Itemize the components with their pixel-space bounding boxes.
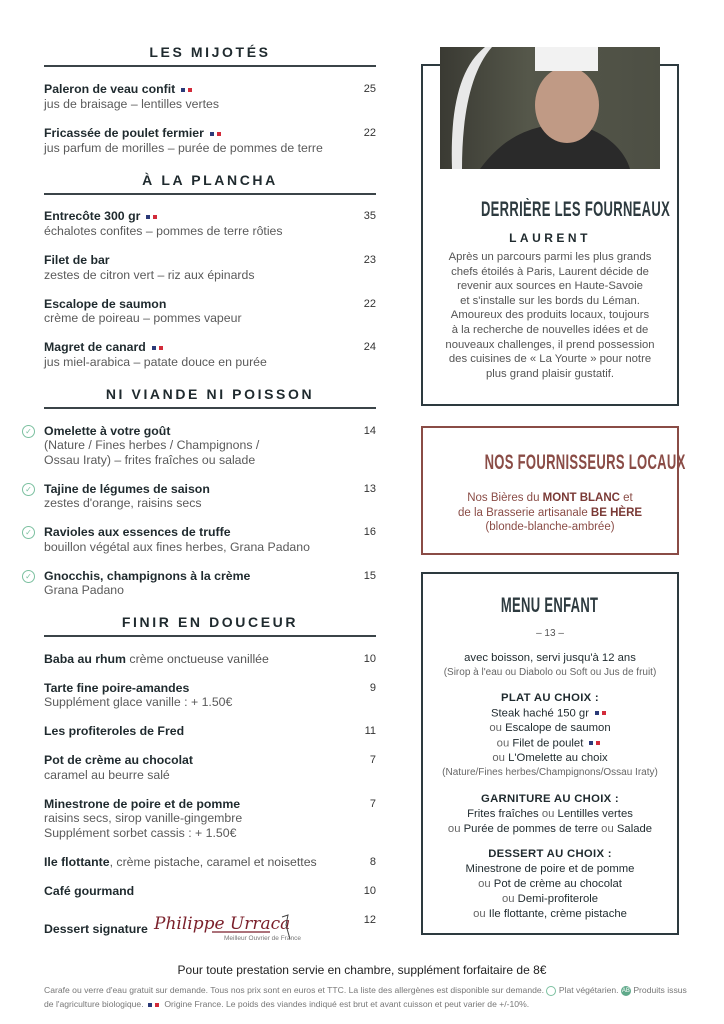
dish-name: Minestrone de poire et de pomme — [44, 796, 241, 811]
dish-description: jus miel-arabica – patate douce en purée — [44, 355, 267, 369]
kids-menu-line — [423, 822, 677, 837]
chef-bio — [431, 250, 669, 381]
dish-name: Magret de canard — [44, 340, 146, 354]
kids-menu-line — [423, 706, 677, 721]
dish-price: 24 — [363, 341, 376, 353]
dish-name: Tarte fine poire-amandes — [44, 680, 190, 695]
kids-menu-text: ou — [538, 807, 558, 820]
dish-name: Dessert signature — [44, 921, 148, 936]
kids-menu-line — [423, 651, 677, 666]
kids-menu-price: – 13 – — [536, 628, 564, 639]
kids-menu-text: ou — [501, 892, 518, 905]
kids-menu-line — [423, 751, 677, 766]
dish-description: raisins secs, sirop vanille-gingembre — [44, 811, 243, 825]
kids-menu-text: ou — [489, 722, 506, 735]
chef-bio-line: et s'installe sur les bords du Léman. — [460, 294, 640, 307]
dish-name: Entrecôte 300 gr — [44, 209, 141, 223]
vegetarian-icon: ✓ — [22, 483, 35, 496]
dish-price: 14 — [363, 424, 376, 437]
kids-menu-text: Filet de poulet — [512, 737, 584, 750]
kids-menu-text: Escalope de saumon — [505, 722, 611, 735]
section-title: LES MIJOTÉS — [44, 42, 376, 67]
kids-menu-line — [423, 862, 677, 877]
kids-menu-text: Pot de crème au chocolat — [493, 877, 622, 890]
dish-price: 12 — [363, 913, 376, 926]
suppliers-line — [423, 506, 677, 521]
france-flag-icon — [181, 82, 195, 97]
dish-description: Grana Padano — [44, 583, 124, 597]
dish-name: Escalope de saumon — [44, 296, 167, 311]
kids-menu-text: Steak haché 150 gr — [491, 707, 589, 720]
dish-price: 15 — [363, 569, 376, 582]
dish-price: 13 — [363, 482, 376, 495]
chef-bio-line: Après un parcours parmi les plus grands — [448, 251, 652, 263]
dish-description: zestes d'orange, raisins secs — [44, 496, 202, 510]
france-flag-icon — [210, 126, 224, 141]
dish-name: Paleron de veau confit — [44, 81, 176, 96]
dish-price: 25 — [363, 82, 376, 95]
kids-menu-line — [423, 766, 677, 781]
menu-item — [44, 253, 376, 282]
svg-text:Meilleur Ouvrier de France: Meilleur Ouvrier de France — [223, 934, 301, 942]
chef-signature-logo — [152, 913, 302, 947]
suppliers-text-segment: BE HÈRE — [590, 506, 643, 519]
section-title: FINIR EN DOUCEUR — [44, 612, 376, 637]
kids-menu-text: ou — [473, 907, 489, 920]
dish-name: Filet de bar — [44, 253, 110, 267]
dish-description: Ossau Iraty) – frites fraîches ou salade — [44, 452, 256, 467]
kids-menu-line — [423, 892, 677, 907]
suppliers-text-segment: MONT BLANC — [542, 492, 620, 504]
menu-item — [44, 724, 376, 739]
menu-item — [25, 481, 376, 511]
dish-price: 10 — [363, 884, 376, 897]
dish-price: 23 — [363, 254, 376, 266]
kids-menu-text: Salade — [616, 822, 653, 835]
dish-description: échalotes confites – pommes de terre rôties — [44, 224, 283, 238]
france-flag-icon — [148, 998, 162, 1012]
menu-item — [44, 753, 376, 782]
dish-description: , crème pistache, caramel et noisettes — [109, 854, 317, 869]
dish-name: Gnocchis, champignons à la crème — [44, 568, 251, 583]
chef-bio-line: plus grand plaisir gustatif. — [485, 367, 615, 380]
section-title: NI VIANDE NI POISSON — [44, 384, 376, 409]
dish-name: Café gourmand — [44, 883, 135, 898]
menu-item — [44, 126, 376, 156]
dish-price: 7 — [369, 754, 376, 766]
suppliers-text-segment: (blonde-blanche-ambrée) — [485, 521, 615, 533]
kids-menu-text: Demi-profiterole — [517, 892, 599, 905]
menu-item — [25, 525, 376, 554]
france-flag-icon — [152, 341, 166, 356]
suppliers-title: NOS FOURNISSEURS LOCAUX — [484, 451, 686, 474]
kids-menu-text: Purée de pommes de terre — [463, 822, 599, 835]
dish-description: Supplément sorbet cassis : + 1.50€ — [44, 825, 237, 840]
footer-notes: Carafe ou verre d'eau gratuit sur demande. Tous nos prix sont en euros et TTC. La liste des allergènes est disponible sur demande. Plat végétarien. AB Produits issus de l'agriculture biologique. Origine France. Le poids des viandes indiqué est brut et avant cuisson et peut varier de +/-10%. — [44, 983, 694, 1012]
dish-description: crème de poireau – pommes vapeur — [44, 311, 242, 325]
dish-price: 16 — [363, 526, 376, 538]
menu-item — [44, 681, 376, 710]
kids-menu-text: Lentilles vertes — [557, 807, 633, 820]
dish-name: Pot de crème au chocolat — [44, 753, 193, 767]
dish-description: crème onctueuse vanillée — [126, 651, 269, 666]
vegetarian-icon — [546, 986, 556, 996]
dish-description: jus de braisage – lentilles vertes — [44, 96, 219, 111]
france-flag-icon — [589, 736, 603, 751]
france-flag-icon — [595, 706, 609, 721]
kids-menu-text: L'Omelette au choix — [508, 752, 608, 765]
dish-price: 22 — [363, 126, 376, 139]
kids-menu-text: DESSERT AU CHOIX : — [488, 848, 612, 861]
menu-item — [44, 340, 376, 370]
dish-name: Ravioles aux essences de truffe — [44, 525, 231, 539]
dish-description: bouillon végétal aux fines herbes, Grana Padano — [44, 539, 310, 554]
menu-item — [44, 652, 376, 667]
menu-item — [44, 797, 376, 841]
svg-text:Philippe Urraca: Philippe Urraca — [153, 913, 291, 934]
organic-icon: AB — [621, 987, 630, 994]
kids-menu-text: Frites fraîches — [467, 807, 539, 820]
dish-description: Supplément glace vanille : + 1.50€ — [44, 695, 233, 709]
chef-bio-line: chefs étoilés à Paris, Laurent décide de — [451, 265, 649, 278]
kids-menu-line — [423, 907, 677, 922]
chef-bio-line: Amoureux des produits locaux, toujours — [450, 309, 650, 322]
kids-menu-line — [423, 666, 677, 681]
dish-name: Tajine de légumes de saison — [44, 481, 210, 496]
vegetarian-icon: ✓ — [22, 526, 35, 539]
kids-menu-line — [423, 736, 677, 751]
kids-menu-text: ou — [598, 822, 617, 835]
suppliers-line — [423, 491, 677, 506]
kids-menu-line — [423, 807, 677, 822]
kids-menu-body — [423, 627, 677, 921]
dish-description: jus parfum de morilles – purée de pommes de terre — [44, 140, 323, 155]
menu-item — [44, 855, 376, 870]
menu-item — [25, 568, 376, 598]
chef-bio-line: à la recherche de nouvelles idées et de — [451, 323, 649, 336]
menu-left-column — [25, 42, 376, 961]
kids-menu-line — [423, 691, 677, 706]
dish-name: Baba au rhum — [44, 651, 126, 666]
menu-item — [25, 423, 376, 468]
kids-menu-text: (Sirop à l'eau ou Diabolo ou Soft ou Jus de fruit) — [443, 666, 657, 678]
kids-menu-text: GARNITURE AU CHOIX : — [480, 792, 619, 805]
dish-name: Omelette à votre goût — [44, 423, 171, 438]
local-suppliers-box — [421, 426, 686, 555]
kids-menu-text: Ile flottante, crème pistache — [488, 907, 627, 920]
suppliers-text-segment: et — [619, 492, 633, 504]
dish-description: zestes de citron vert – riz aux épinards — [44, 267, 255, 282]
suppliers-text-segment: de la Brasserie artisanale — [457, 506, 591, 519]
suppliers-text-segment: Nos Bières du — [467, 492, 543, 504]
kids-menu-line — [423, 792, 677, 807]
vegetarian-icon: ✓ — [22, 570, 35, 583]
menu-item — [44, 82, 376, 112]
dish-price: 7 — [369, 797, 376, 810]
menu-item — [44, 884, 376, 899]
kids-menu-text: ou — [447, 822, 464, 835]
kids-menu-box — [421, 572, 679, 935]
chef-photo — [440, 47, 660, 169]
dish-price: 22 — [363, 297, 376, 310]
dish-price: 9 — [369, 681, 376, 694]
kids-menu-text: (Nature/Fines herbes/Champignons/Ossau Iraty) — [442, 767, 658, 779]
chef-bio-line: des cuisines de « La Yourte » pour notre — [448, 353, 652, 366]
kids-menu-text: ou — [496, 737, 513, 750]
menu-item — [44, 913, 376, 947]
kids-menu-text: avec boisson, servi jusqu'à 12 ans — [464, 651, 636, 664]
kids-menu-line — [423, 721, 677, 736]
dish-name: Fricassée de poulet fermier — [44, 125, 204, 140]
section-title: À LA PLANCHA — [44, 170, 376, 195]
kids-menu-line — [423, 847, 677, 862]
chef-bio-line: revenir aux sources en Haute-Savoie — [457, 280, 643, 293]
chef-box-title: DERRIÈRE LES FOURNEAUX — [480, 198, 671, 221]
dish-name: Ile flottante — [44, 854, 110, 869]
dish-price: 35 — [363, 210, 376, 222]
menu-item — [44, 297, 376, 326]
vegetarian-icon: ✓ — [22, 425, 35, 438]
kids-menu-title: MENU ENFANT — [501, 594, 599, 617]
suppliers-line — [423, 520, 677, 535]
menu-item — [44, 209, 376, 239]
kids-menu-text: PLAT AU CHOIX : — [500, 692, 599, 705]
dish-name: Les profiteroles de Fred — [44, 724, 185, 738]
dish-price: 11 — [364, 725, 376, 737]
france-flag-icon — [146, 210, 160, 225]
kids-menu-line — [423, 877, 677, 892]
dish-price: 10 — [363, 652, 376, 665]
chef-bio-line: nouveaux challenges, il prend possession — [445, 338, 655, 351]
kids-menu-text: Minestrone de poire et de pomme — [465, 863, 635, 876]
dish-price: 8 — [369, 855, 376, 868]
dish-description: caramel au beurre salé — [44, 767, 170, 782]
room-service-note: Pour toute prestation servie en chambre, supplément forfaitaire de 8€ — [177, 963, 547, 977]
kids-menu-text: ou — [492, 752, 509, 765]
kids-menu-text: ou — [478, 877, 494, 890]
suppliers-text — [423, 491, 677, 535]
dish-description: (Nature / Fines herbes / Champignons / — [44, 438, 260, 452]
chef-name: LAURENT — [509, 231, 591, 245]
